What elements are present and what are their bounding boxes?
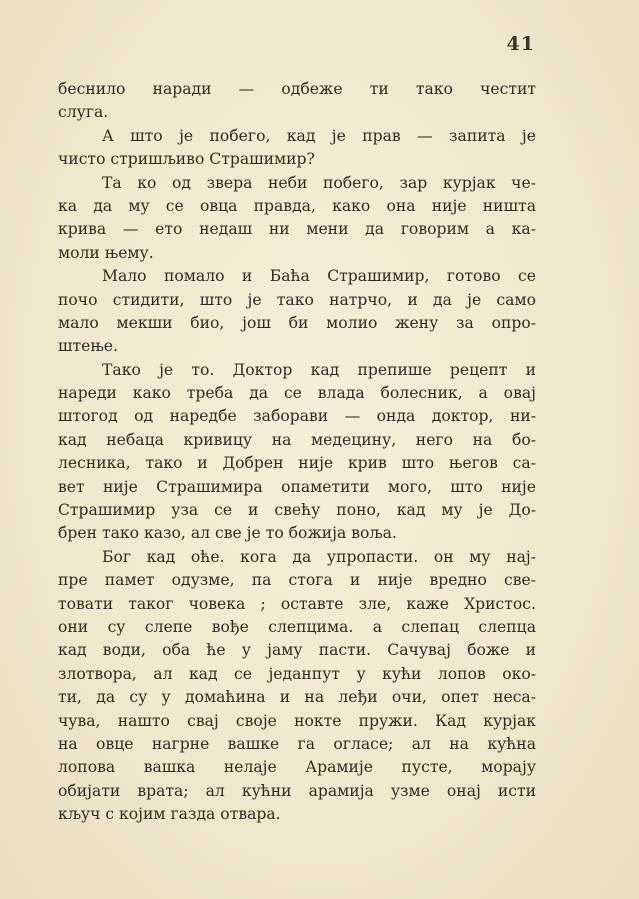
text-line: Та ко од звера неби побего, зар курјак че-	[102, 173, 536, 192]
text-line: Тако је то. Доктор кад препише рецепт и	[102, 360, 536, 379]
text-line: кад води, оба ће у јаму пасти. Сачувај боже и	[58, 641, 536, 660]
text-line: лесника, тако и Добрен није крив што његов са-	[58, 454, 536, 473]
text-line: злотвора, ал кад се једанпут у кући лопов око-	[58, 664, 536, 683]
text-line: А што је побего, кад је прав — запита је	[102, 126, 536, 145]
text-line: мало мекши био, још би молио жену за опро-	[58, 313, 536, 332]
text-line: на овце нагрне вашке га огласе; ал на кућна	[58, 734, 536, 753]
text-line: крива — ето недаш ни мени да говорим а ка-	[58, 220, 536, 239]
text-line: Страшимир уза се и свећу поно, кад му је До-	[58, 501, 536, 520]
text-line: ка да му се овца правда, како она није ништа	[58, 196, 536, 215]
text-line: Мало помало и Баћа Страшимир, готово се	[102, 267, 536, 286]
text-line: Бог кад оће. кога да упропасти. он му нај-	[102, 547, 536, 566]
text-line: брен тако казо, ал све је то божија воља.	[58, 524, 397, 543]
text-line: почо стидити, што је тако натрчо, и да је само	[58, 290, 536, 309]
text-line: они су слепе вође слепцима. а слепац слепца	[58, 617, 536, 636]
text-line: обијати врата; ал кућни арамија узме онај исти	[58, 781, 536, 800]
text-line: нареди како треба да се влада болесник, а овај	[58, 384, 536, 403]
text-line: моли њему.	[58, 243, 154, 262]
text-line: товати таког човека ; оставте зле, каже Христос.	[58, 594, 536, 613]
text-line: штогод од наредбе заборави — онда доктор, ни-	[58, 407, 536, 426]
text-line: вет није Страшимира опаметити мого, што није	[58, 477, 536, 496]
text-line: беснило наради — одбеже ти тако честит	[58, 80, 536, 98]
text-block	[58, 78, 536, 827]
text-line: штење.	[58, 337, 118, 356]
text-line: чува, нашто свај своје нокте пружи. Кад курјак	[58, 711, 536, 730]
text-line: кад небаца кривицу на медецину, него на бо-	[58, 430, 536, 449]
text-line: слуга.	[58, 103, 109, 122]
page-number: 41	[506, 33, 535, 55]
text-line: чисто стришљиво Страшимир?	[58, 150, 315, 169]
text-line: пре памет одузме, па стога и није вредно све-	[58, 571, 536, 590]
text-line: лопова вашка нелаје Арамије пусте, морају	[58, 758, 536, 777]
text-line: ти, да су у домаћина и на леђи очи, опет неса-	[58, 688, 536, 707]
text-line: кључ с којим газда отвара.	[58, 805, 281, 824]
